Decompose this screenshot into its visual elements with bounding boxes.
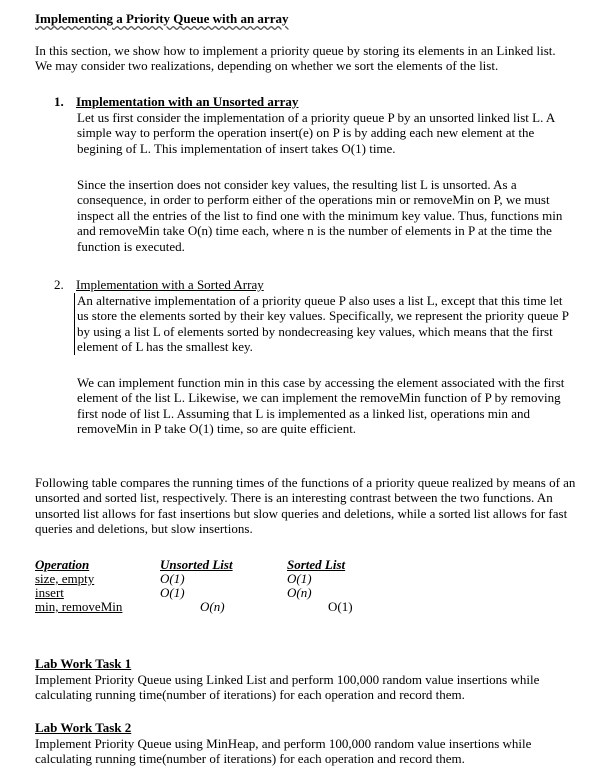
running-time-table: [35, 557, 455, 613]
table-cell: O(1): [287, 571, 312, 586]
table-row: [35, 599, 455, 613]
section2-heading: [54, 277, 264, 292]
table-cell: O(n): [287, 585, 312, 600]
table-header-sorted: Sorted List: [287, 557, 346, 572]
task1-heading: Lab Work Task 1: [35, 656, 132, 671]
table-header-row: [35, 557, 455, 571]
task2-heading: Lab Work Task 2: [35, 720, 132, 735]
section2-heading-text: Implementation with a Sorted Array: [76, 277, 264, 292]
table-cell: O(1): [160, 571, 185, 586]
table-cell: min, removeMin: [35, 599, 123, 614]
table-header-unsorted: Unsorted List: [160, 557, 233, 572]
section1-paragraph2: Since the insertion does not consider key values, the resulting list L is unsorted. As a consequence, in order to perform either of the operations min or removeMin on P, we must inspect all the entries of the list to find one with the minimum key value. Thus, functions min and removeMin take O(n) time each, where n is the number of elements in P at the time the function is executed.: [77, 177, 563, 254]
table-cell: insert: [35, 585, 64, 600]
table-row: [35, 585, 455, 599]
table-cell: O(1): [328, 599, 353, 614]
table-cell: O(1): [160, 585, 185, 600]
intro-paragraph: In this section, we show how to implement a priority queue by storing its elements in an Linked list. We may consider two realizations, depending on whether we sort the elements of the list.: [35, 43, 556, 74]
section2-paragraph1: An alternative implementation of a priority queue P also uses a list L, except that this time let us store the elements sorted by their key values. Specifically, we represent the priority queue P by using a list L of elements sorted by nondecreasing key values, which means that the first element of L has the smallest key.: [74, 293, 577, 355]
section1-paragraph1: Let us first consider the implementation of a priority queue P by an unsorted linked list L. A simple way to perform the operation insert(e) on P is by adding each new element at the begining of L. This implementation of insert takes O(1) time.: [77, 110, 555, 156]
section2-paragraph2: We can implement function min in this case by accessing the element associated with the first element of the list L. Likewise, we can implement the removeMin function of P by removing first node of list L. Assuming that L is implemented as a linked list, operations min and removeMin in P take O(1) time, so are quite efficient.: [77, 375, 565, 437]
table-cell: O(n): [200, 599, 225, 614]
table-row: [35, 571, 455, 585]
table-header-operation: Operation: [35, 557, 90, 572]
section1-heading: [54, 94, 298, 109]
document-title: Implementing a Priority Queue with an array: [35, 11, 289, 26]
task2-body: Implement Priority Queue using MinHeap, and perform 100,000 random value insertions while calculating running time(number of iterations) for each operation and record them.: [35, 736, 532, 767]
section1-heading-text: Implementation with an Unsorted array: [76, 94, 299, 109]
table-cell: size, empty: [35, 571, 95, 586]
section2-number: 2.: [54, 277, 64, 292]
comparison-paragraph: Following table compares the running times of the functions of a priority queue realized by means of an unsorted and sorted list, respectively. There is an interesting contrast between the two functions. An unsorted list allows for fast insertions but slow queries and deletions, while a sorted list allows for fast queries and deletions, but slow insertions.: [35, 475, 576, 537]
task1-body: Implement Priority Queue using Linked List and perform 100,000 random value insertions while calculating running time(number of iterations) for each operation and record them.: [35, 672, 540, 703]
section1-number: 1.: [54, 94, 64, 109]
